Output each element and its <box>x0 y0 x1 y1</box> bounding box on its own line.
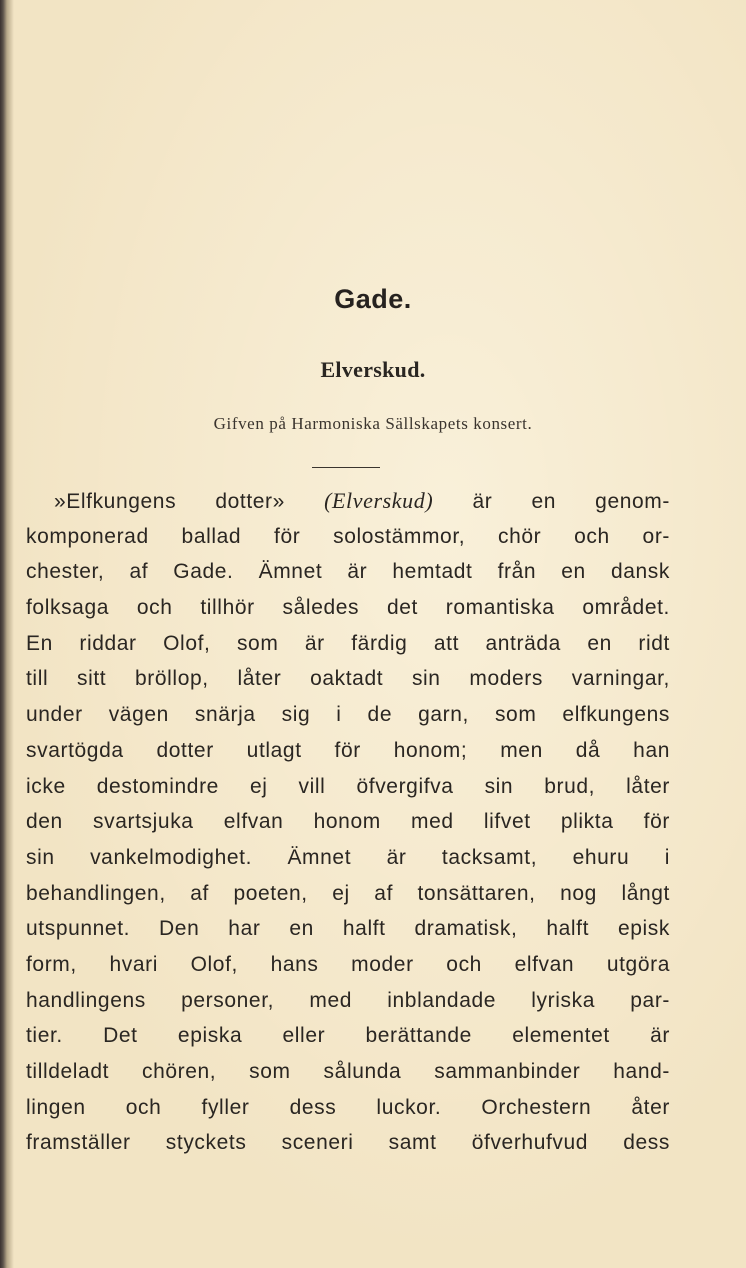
line-text: är en genom- <box>433 490 670 513</box>
italic-title: (Elverskud) <box>324 488 434 513</box>
page-gutter-edge <box>0 0 14 1268</box>
text-line: tier. Det episka eller berättande elementet är <box>26 1024 670 1048</box>
text-line: icke destomindre ej vill öfvergifva sin brud, låter <box>26 774 670 798</box>
text-line: tilldeladt chören, som sålunda sammanbinder hand- <box>26 1060 670 1083</box>
text-line: folksaga och tillhör således det romantiska området. <box>26 596 670 620</box>
occasion-subtitle: Gifven på Harmoniska Sällskapets konsert. <box>213 414 533 433</box>
text-line: En riddar Olof, som är färdig att anträda en ridt <box>26 631 670 655</box>
body-paragraph <box>26 483 670 1161</box>
text-line: komponerad ballad för solostämmor, chör och or- <box>26 524 670 548</box>
text-line: chester, af Gade. Ämnet är hemtadt från en dansk <box>26 560 670 584</box>
text-line: utspunnet. Den har en halft dramatisk, halft episk <box>26 917 670 941</box>
text-line: behandlingen, af poeten, ej af tonsättaren, nog långt <box>26 881 670 905</box>
text-line: handlingens personer, med inblandade lyriska par- <box>26 988 670 1012</box>
text-line: till sitt bröllop, låter oaktadt sin moders varningar, <box>26 667 670 691</box>
text-line: under vägen snärja sig i de garn, som elfkungens <box>26 703 670 727</box>
text-line: framställer styckets sceneri samt öfverhufvud dess <box>26 1131 670 1155</box>
text-line: lingen och fyller dess luckor. Orchestern åter <box>26 1095 670 1119</box>
line-text: »Elfkungens dotter» <box>54 490 325 513</box>
text-line: svartögda dotter utlagt för honom; men då han <box>26 738 670 762</box>
text-line: sin vankelmodighet. Ämnet är tacksamt, ehuru i <box>26 845 670 869</box>
work-title: Elverskud. <box>320 357 426 382</box>
text-line: form, hvari Olof, hans moder och elfvan utgöra <box>26 952 670 976</box>
divider-rule <box>312 467 380 468</box>
text-line: den svartsjuka elfvan honom med lifvet plikta för <box>26 810 670 834</box>
text-line <box>26 483 670 519</box>
author-heading: Gade. <box>334 284 412 314</box>
